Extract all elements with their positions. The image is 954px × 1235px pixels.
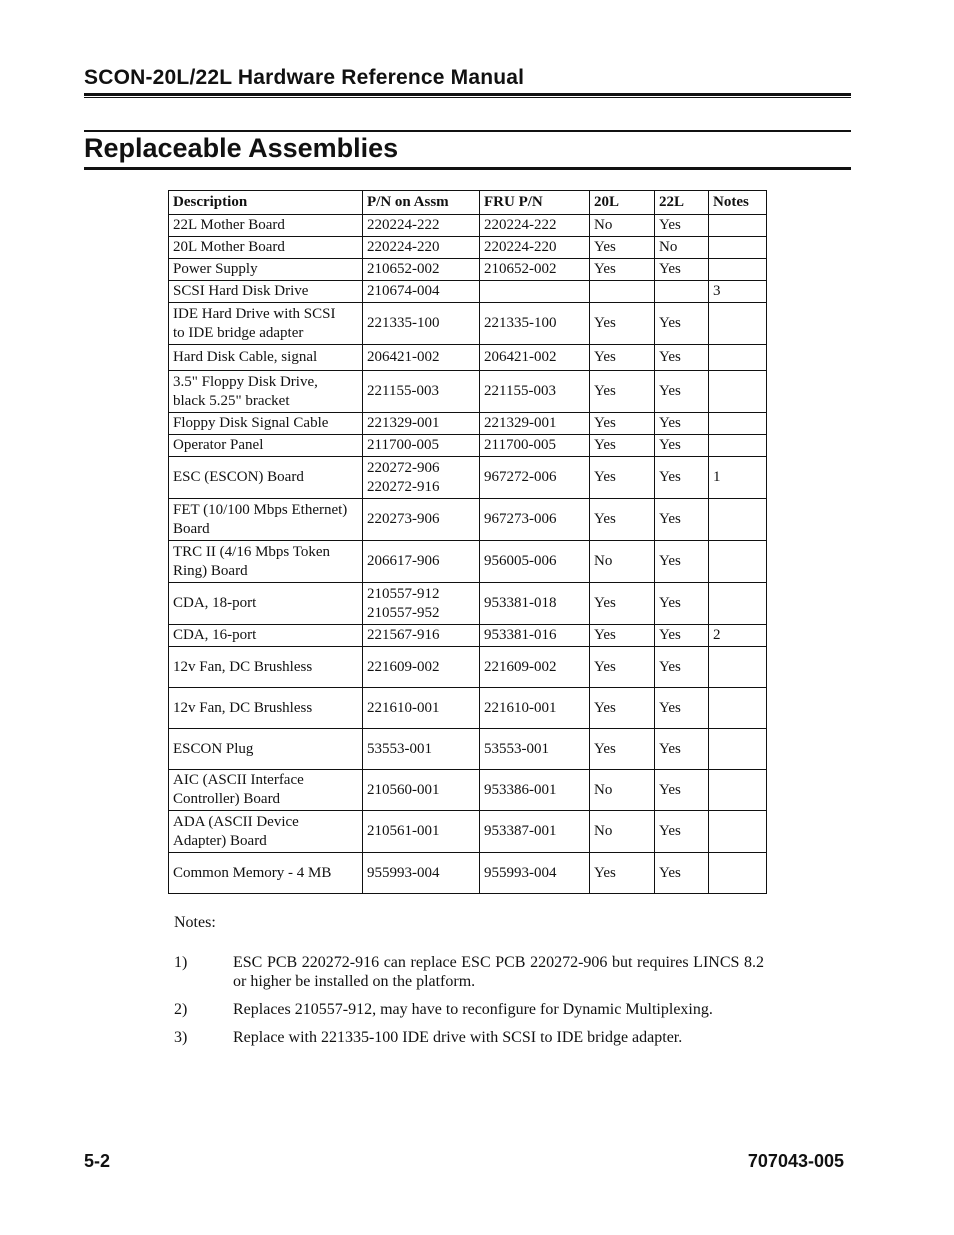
cell-pn-on-assm xyxy=(363,541,480,583)
cell-fru-pn: 53553-001 xyxy=(480,729,590,770)
section-title: Replaceable Assemblies xyxy=(84,133,399,163)
cell-pn-on-assm-line: 221335-100 xyxy=(367,315,440,331)
table-row xyxy=(169,688,767,729)
cell-pn-on-assm-line: 955993-004 xyxy=(367,864,440,881)
cell-notes: 1 xyxy=(709,457,767,499)
cell-description-line: SCSI Hard Disk Drive xyxy=(173,283,309,299)
notes-heading: Notes: xyxy=(174,914,216,931)
cell-pn-on-assm xyxy=(363,729,480,770)
page-number: 5-2 xyxy=(84,1151,111,1171)
cell-20l: No xyxy=(590,770,655,811)
cell-description-line: TRC II (4/16 Mbps Token xyxy=(173,543,331,560)
cell-pn-on-assm-line: 221155-003 xyxy=(367,383,439,399)
cell-fru-pn xyxy=(480,281,590,303)
table-body xyxy=(169,215,767,894)
cell-pn-on-assm xyxy=(363,688,480,729)
cell-description-line: 12v Fan, DC Brushless xyxy=(173,658,313,675)
section-rule-top xyxy=(84,130,851,132)
cell-22l: Yes xyxy=(655,688,709,729)
cell-description-line: Common Memory - 4 MB xyxy=(173,864,332,881)
cell-pn-on-assm-line: 220224-222 xyxy=(367,217,440,233)
table-row xyxy=(169,345,767,371)
cell-20l: Yes xyxy=(590,303,655,345)
cell-notes xyxy=(709,413,767,435)
cell-20l: Yes xyxy=(590,259,655,281)
cell-notes xyxy=(709,303,767,345)
cell-notes xyxy=(709,259,767,281)
cell-fru-pn: 953381-016 xyxy=(480,625,590,647)
note-text: Replaces 210557-912, may have to reconfigure for Dynamic Multiplexing. xyxy=(233,1001,713,1018)
cell-pn-on-assm xyxy=(363,435,480,457)
cell-description-line: FET (10/100 Mbps Ethernet) xyxy=(173,501,348,518)
column-header: Description xyxy=(169,191,363,215)
cell-description xyxy=(169,435,363,457)
cell-pn-on-assm-line: 210652-002 xyxy=(367,261,440,277)
cell-description xyxy=(169,303,363,345)
cell-pn-on-assm xyxy=(363,281,480,303)
note-item xyxy=(174,1028,764,1047)
cell-pn-on-assm xyxy=(363,853,480,894)
cell-22l: Yes xyxy=(655,303,709,345)
note-number: 1) xyxy=(174,954,188,971)
cell-20l: No xyxy=(590,541,655,583)
table-row xyxy=(169,303,767,345)
cell-pn-on-assm xyxy=(363,237,480,259)
cell-20l: Yes xyxy=(590,729,655,770)
cell-description xyxy=(169,215,363,237)
cell-pn-on-assm-line: 210561-001 xyxy=(367,823,440,839)
cell-20l: Yes xyxy=(590,583,655,625)
cell-fru-pn: 221329-001 xyxy=(480,413,590,435)
cell-22l: Yes xyxy=(655,729,709,770)
cell-22l: Yes xyxy=(655,499,709,541)
cell-pn-on-assm-line: 221609-002 xyxy=(367,658,440,675)
cell-description-line: 22L Mother Board xyxy=(173,217,285,233)
table-row xyxy=(169,435,767,457)
cell-description-line: CDA, 18-port xyxy=(173,595,257,611)
cell-fru-pn: 210652-002 xyxy=(480,259,590,281)
cell-pn-on-assm-line: 221610-001 xyxy=(367,699,440,716)
cell-notes xyxy=(709,345,767,371)
table-row xyxy=(169,583,767,625)
cell-description-line: AIC (ASCII Interface xyxy=(173,772,304,788)
cell-pn-on-assm-line: 210557-912 xyxy=(367,585,440,602)
cell-description-line: Controller) Board xyxy=(173,791,281,807)
table-row xyxy=(169,281,767,303)
cell-20l: Yes xyxy=(590,853,655,894)
cell-22l: Yes xyxy=(655,583,709,625)
table-row xyxy=(169,499,767,541)
cell-notes xyxy=(709,688,767,729)
cell-notes xyxy=(709,215,767,237)
cell-description xyxy=(169,371,363,413)
cell-pn-on-assm-line: 211700-005 xyxy=(367,437,439,453)
cell-notes xyxy=(709,499,767,541)
cell-notes: 2 xyxy=(709,625,767,647)
cell-pn-on-assm xyxy=(363,215,480,237)
cell-20l: Yes xyxy=(590,688,655,729)
cell-notes xyxy=(709,583,767,625)
notes-section xyxy=(174,913,764,1056)
cell-pn-on-assm-line: 220272-916 xyxy=(367,478,440,495)
cell-pn-on-assm xyxy=(363,457,480,499)
cell-description xyxy=(169,853,363,894)
cell-20l: Yes xyxy=(590,625,655,647)
cell-description xyxy=(169,583,363,625)
cell-description-line: Adapter) Board xyxy=(173,832,267,849)
column-header: FRU P/N xyxy=(480,191,590,215)
cell-22l: Yes xyxy=(655,541,709,583)
cell-pn-on-assm xyxy=(363,499,480,541)
table-row xyxy=(169,811,767,853)
column-header: 22L xyxy=(655,191,709,215)
cell-22l xyxy=(655,281,709,303)
cell-description xyxy=(169,499,363,541)
manual-title: SCON-20L/22L Hardware Reference Manual xyxy=(84,66,525,89)
cell-pn-on-assm xyxy=(363,583,480,625)
cell-22l: Yes xyxy=(655,215,709,237)
table-row xyxy=(169,729,767,770)
cell-description-line: Operator Panel xyxy=(173,437,264,453)
cell-description-line: black 5.25" bracket xyxy=(173,392,290,409)
cell-20l: Yes xyxy=(590,371,655,413)
column-header: Notes xyxy=(709,191,767,215)
cell-fru-pn: 206421-002 xyxy=(480,345,590,371)
cell-pn-on-assm-line: 53553-001 xyxy=(367,740,432,757)
cell-pn-on-assm-line: 221329-001 xyxy=(367,415,440,431)
cell-22l: Yes xyxy=(655,647,709,688)
cell-22l: Yes xyxy=(655,457,709,499)
note-number: 2) xyxy=(174,1001,188,1018)
table-row xyxy=(169,215,767,237)
cell-notes xyxy=(709,237,767,259)
cell-notes xyxy=(709,435,767,457)
cell-pn-on-assm-line: 210560-001 xyxy=(367,781,440,798)
cell-description xyxy=(169,811,363,853)
cell-fru-pn: 211700-005 xyxy=(480,435,590,457)
cell-description-line: Floppy Disk Signal Cable xyxy=(173,415,329,431)
cell-pn-on-assm xyxy=(363,811,480,853)
cell-22l: Yes xyxy=(655,413,709,435)
table-row xyxy=(169,853,767,894)
cell-20l: Yes xyxy=(590,413,655,435)
table-row xyxy=(169,625,767,647)
cell-description-line: Ring) Board xyxy=(173,562,248,579)
cell-description-line: ESC (ESCON) Board xyxy=(173,469,304,485)
table-header-row xyxy=(169,191,767,215)
cell-22l: Yes xyxy=(655,371,709,413)
note-text: ESC PCB 220272-916 can replace ESC PCB 220272-906 but requires LINCS 8.2 or higher be installed on the platform. xyxy=(233,954,764,990)
header-rule-thin xyxy=(84,97,851,98)
cell-description-line: IDE Hard Drive with SCSI xyxy=(173,305,336,322)
cell-fru-pn: 967272-006 xyxy=(480,457,590,499)
cell-description xyxy=(169,770,363,811)
cell-22l: Yes xyxy=(655,259,709,281)
cell-description xyxy=(169,625,363,647)
cell-pn-on-assm xyxy=(363,371,480,413)
cell-description-line: Hard Disk Cable, signal xyxy=(173,349,318,365)
cell-pn-on-assm-line: 206421-002 xyxy=(367,349,440,365)
table-row xyxy=(169,770,767,811)
cell-description xyxy=(169,729,363,770)
cell-pn-on-assm-line: 206617-906 xyxy=(367,553,440,569)
cell-pn-on-assm-line: 210557-952 xyxy=(367,604,440,621)
table-row xyxy=(169,457,767,499)
cell-pn-on-assm-line: 220273-906 xyxy=(367,511,440,527)
cell-fru-pn: 220224-220 xyxy=(480,237,590,259)
cell-22l: Yes xyxy=(655,625,709,647)
cell-description xyxy=(169,413,363,435)
document-number: 707043-005 xyxy=(747,1151,844,1171)
cell-description-line: 12v Fan, DC Brushless xyxy=(173,699,313,716)
cell-description xyxy=(169,259,363,281)
cell-pn-on-assm-line: 210674-004 xyxy=(367,283,440,299)
section-rule-bottom xyxy=(84,167,851,170)
cell-fru-pn: 953387-001 xyxy=(480,811,590,853)
cell-22l: Yes xyxy=(655,435,709,457)
cell-pn-on-assm xyxy=(363,625,480,647)
cell-20l: Yes xyxy=(590,499,655,541)
cell-description-line: Power Supply xyxy=(173,261,258,277)
cell-description-line: ESCON Plug xyxy=(173,740,254,757)
cell-pn-on-assm-line: 220224-220 xyxy=(367,239,440,255)
cell-description xyxy=(169,345,363,371)
cell-22l: Yes xyxy=(655,811,709,853)
cell-22l: Yes xyxy=(655,853,709,894)
cell-description xyxy=(169,688,363,729)
cell-fru-pn: 221609-002 xyxy=(480,647,590,688)
cell-notes xyxy=(709,371,767,413)
cell-notes xyxy=(709,647,767,688)
note-number: 3) xyxy=(174,1029,188,1046)
note-text: Replace with 221335-100 IDE drive with SCSI to IDE bridge adapter. xyxy=(233,1029,683,1046)
cell-fru-pn: 220224-222 xyxy=(480,215,590,237)
cell-fru-pn: 953386-001 xyxy=(480,770,590,811)
cell-22l: No xyxy=(655,237,709,259)
cell-description xyxy=(169,541,363,583)
cell-description-line: ADA (ASCII Device xyxy=(173,813,299,830)
cell-description-line: 3.5" Floppy Disk Drive, xyxy=(173,373,318,390)
cell-notes: 3 xyxy=(709,281,767,303)
cell-20l: Yes xyxy=(590,237,655,259)
cell-pn-on-assm-line: 221567-916 xyxy=(367,627,440,643)
cell-20l: No xyxy=(590,811,655,853)
cell-description xyxy=(169,457,363,499)
table-row xyxy=(169,647,767,688)
cell-notes xyxy=(709,853,767,894)
cell-description xyxy=(169,237,363,259)
note-item xyxy=(174,953,764,991)
cell-notes xyxy=(709,729,767,770)
cell-fru-pn: 221155-003 xyxy=(480,371,590,413)
cell-fru-pn: 953381-018 xyxy=(480,583,590,625)
cell-20l: Yes xyxy=(590,647,655,688)
column-header: P/N on Assm xyxy=(363,191,480,215)
cell-pn-on-assm xyxy=(363,770,480,811)
cell-pn-on-assm xyxy=(363,259,480,281)
cell-20l: No xyxy=(590,215,655,237)
cell-22l: Yes xyxy=(655,770,709,811)
cell-notes xyxy=(709,770,767,811)
header-rule-thick xyxy=(84,93,851,96)
cell-fru-pn: 221610-001 xyxy=(480,688,590,729)
note-item xyxy=(174,1000,764,1019)
cell-20l xyxy=(590,281,655,303)
column-header: 20L xyxy=(590,191,655,215)
assemblies-table xyxy=(168,190,767,894)
cell-fru-pn: 955993-004 xyxy=(480,853,590,894)
cell-pn-on-assm xyxy=(363,413,480,435)
cell-20l: Yes xyxy=(590,457,655,499)
cell-description xyxy=(169,647,363,688)
cell-fru-pn: 221335-100 xyxy=(480,303,590,345)
cell-notes xyxy=(709,811,767,853)
cell-description xyxy=(169,281,363,303)
cell-pn-on-assm-line: 220272-906 xyxy=(367,459,440,476)
cell-description-line: Board xyxy=(173,520,210,537)
table-row xyxy=(169,371,767,413)
cell-pn-on-assm xyxy=(363,647,480,688)
cell-fru-pn: 967273-006 xyxy=(480,499,590,541)
cell-description-line: 20L Mother Board xyxy=(173,239,285,255)
cell-fru-pn: 956005-006 xyxy=(480,541,590,583)
table-row xyxy=(169,237,767,259)
cell-notes xyxy=(709,541,767,583)
cell-description-line: CDA, 16-port xyxy=(173,627,257,643)
cell-20l: Yes xyxy=(590,435,655,457)
cell-description-line: to IDE bridge adapter xyxy=(173,324,304,341)
table-row xyxy=(169,541,767,583)
table-row xyxy=(169,259,767,281)
cell-pn-on-assm xyxy=(363,303,480,345)
cell-20l: Yes xyxy=(590,345,655,371)
cell-22l: Yes xyxy=(655,345,709,371)
cell-pn-on-assm xyxy=(363,345,480,371)
table-row xyxy=(169,413,767,435)
